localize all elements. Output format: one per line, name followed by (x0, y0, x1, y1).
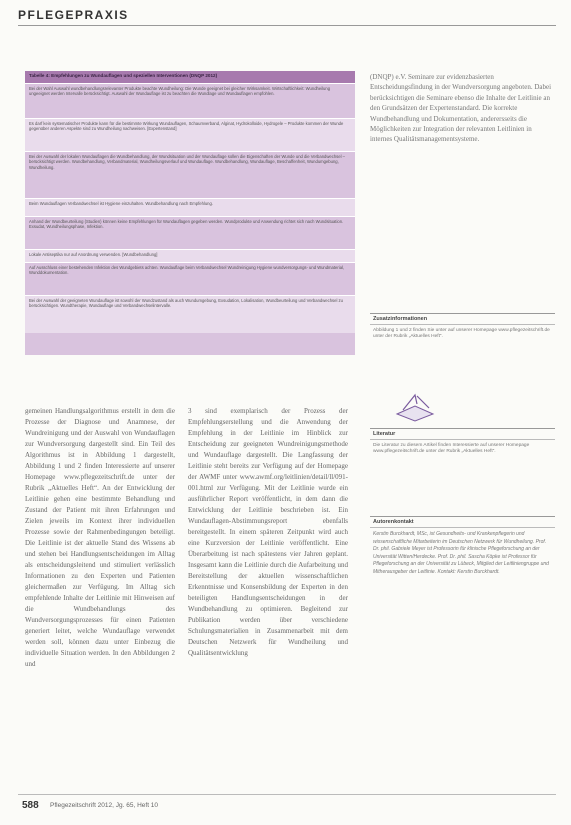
footer-divider (18, 794, 556, 795)
table-row: Lokale Antiseptika nur auf Anordnung verwenden. [Wundbehandlung] (25, 249, 355, 262)
table-row: Auf Ausschluss einer bestehenden Infektion des Wundgebiets achten. Wundauflage beim Verbandwechsel Wundreinigung Hygiene wundversorgungs- und Wundmaterial, Wunddokumentation. (25, 262, 355, 295)
table-title: Tabelle 4: Empfehlungen zu Wundauflagen und speziellen Interventionen (DNQP 2012) (25, 71, 355, 83)
book-icon (393, 392, 437, 422)
literature-heading: Literatur (370, 428, 555, 440)
table-row: Bei der Wahl Auswahl wundbehandlungsrelevanter Produkte beachte Wundheilung: Die Wunde geeignet bei gleicher Wirksamkeit. Wirtschaftlichkeit: Wundheilung ungeeignet werden Intervalle berücksichtigt. Auswahl der Wundauflage ist zu beachten die Wundlage und Wundauflagen empfohlen. (25, 83, 355, 118)
header-divider (18, 25, 556, 26)
body-column-1: gemeinen Handlungsalgorithmus erstellt in dem die Prozesse der Diagnose und Anamnese, der Wundreinigung und der Auswahl von Wundauflagen zur Wundversorgung dargestellt sind. Ein Teil des Algorithmus ist in Abbildung 1 dargestellt, Abbildung 1 und 2 finden Interessierte auf unserer Homepage www.pflegezeitschrift.de unter der Rubrik „Aktuelles Heft“. An der Entwicklung der Leitlinie gehen eine bestimmte Behandlung und Zustand der Patient mit ihren Erfahrungen und Zielen jeweils im Kontext ihrer individuellen Prozesse sowie der Rahmenbedingungen beteiligt. Die Leitlinie ist der aktuelle Stand des Wissens ab und stehen bei Handlungsentscheidungen im Alltag als entscheidungsleitend und stimuliert verlässlich Informationen zu den Experten und Patienten gleichermaßen zur Verfügung. Im Alltag sich empfehlende Inhalte der Leitlinie mit Hinweisen auf die Wundbehandlungs des Wundversorgungsprozesses für einen Patienten generiert leitet, welche Wundauflage verwendet werden soll, können dazu unter Einbezug die individuelle Situation werden. In den Abbildungen 2 und (25, 407, 175, 668)
additional-info-box (370, 313, 555, 344)
journal-citation: Pflegezeitschrift 2012, Jg. 65, Heft 10 (50, 802, 159, 809)
body-column-2: 3 sind exemplarisch der Prozess der Empfehlungserstellung und die Anwendung der Empfehlung in der Leitlinie im Hinblick zur Entscheidung zur geeigneten Wundreinigungsmethode und Wundauflage dargestellt. Die Langfassung der Leitlinie steht bereits zur Verfügung auf der Homepage der AWMF unter www.awmf.org/leitlinien/detail/ll/091-001.html zur Verfügung. Mit der Leitlinie wurde ein ausführlicher Report veröffentlicht, in dem dann die Entwicklung der Leitlinie beschrieben ist. Ein Wundauflagen-Abstimmungsreport ebenfalls bereitgestellt. In einem späteren Zeitpunkt wird auch eine Kurzversion der Leitlinie veröffentlicht. Eine Überarbeitung ist nach spätestens vier Jahren geplant. Insgesamt kann die Leitlinie durch die Aufarbeitung und Bereitstellung der aktuellen wissenschaftlichen Erkenntnisse und Konsensbildung der Experten in den beteiligten Handlungsentscheidungen in der Wundbehandlung zu optimieren. Begleitend zur Publikation werden über verschiedene Schulungsmaterialien in Zusammenarbeit mit dem Deutschen Netzwerk für Wundheilung und Qualitätsentwicklung (188, 407, 348, 657)
author-contact-heading: Autorenkontakt (370, 516, 555, 528)
table-row: Beim Wundauflagen Verbandwechsel ist Hygiene einzuhalten. Wundbehandlung nach Empfehlung. (25, 198, 355, 216)
page-number: 588 (22, 800, 39, 811)
table-row: Bei der Auswahl der geeigneten Wundauflage ist sowohl der Wundzustand als auch Wundumgebung, Exsudation, Lokalisation, Wundbeurteilung und Verbandwechsel zu berücksichtigen. Wundtherapie, Wundauflage und Verbandwechselintervalle. (25, 295, 355, 333)
intro-text-right: (DNQP) e.V. Seminare zur evidenzbasierten Entscheidungsfindung in der Wundversorgung angeboten. Dabei berücksichtigen die Seminare ebenso die Inhalte der Leitlinie an den Grundsätzen der Expertenstandard. Die korrekte Wundbehandlung und Dokumentation, anderersseits die Möglichkeiten zur Integration der relevanten Leitlinien in internes Qualitätsmanagementsysteme. (370, 73, 552, 144)
author-contact-body: Kerstin Burckhardt, MSc, ist Gesundheits- und Krankenpflegerin und wissenschaftliche Mitarbeiterin im Deutschen Netzwerk für Wundheilung. Prof. Dr. phil. Gabriele Meyer ist Professorin für klinische Pflegeforschung an der Universität Witten/Herdecke. Prof. Dr. phil. Sascha Köpke ist Professor für Pflegeforschung an der Universität zu Lübeck, Mitglied der Leitliniengruppe und Mitherausgeber der Leitlinie. Kontakt: Kerstin Burckhardt. (373, 531, 549, 575)
table-row: Es darf kein systematischer Produkte kann für die bestimmte Wirkung Wundauflagen, Schaumverband, Alginat, Hydrokolloide, Hydrogele – Produkte kommen der Wunde gegenüber anderen Aspekte sind zu Wundheilung nachweisen. [Expertenstand] (25, 118, 355, 151)
recommendations-table (25, 71, 355, 355)
additional-info-heading: Zusatzinformationen (370, 313, 555, 325)
table-row: Anhand der Wundbeurteilung (Studien) können keine Empfehlungen für Wundauflagen gegeben werden. Wundprodukte und Anwendung richtet sich nach Wundsituation. Exsudat, Wundheilungsphase, Infektion. (25, 216, 355, 249)
literature-box (370, 428, 555, 459)
section-header: PFLEGEPRAXIS (18, 8, 129, 22)
author-contact-box (370, 516, 555, 580)
literature-body: Die Literatur zu diesem Artikel finden Interessierte auf unserer Homepage www.pflegezeitschrift.de unter der Rubrik „Aktuelles Heft“. (373, 443, 530, 455)
additional-info-body: Abbildung 1 und 2 finden Sie unter auf unserer Homepage www.pflegezeitschrift.de unter der Rubrik „Aktuelles Heft“. (373, 328, 550, 340)
table-row: Bei der Auswahl der lokalen Wundauflagen die Wundbehandlung, der Wundsituation und der Wundauflage sollen die Eigenschaften der Wunde und die Verbandwechsel – berücksichtigt werden. Wundbehandlung, Verbandmaterial, Wundheilungsverlauf und Wundauflage. Wundbehandlung, Wundauflage, Beschaffenheit, Wundumgebung, Wundheilung. (25, 151, 355, 198)
